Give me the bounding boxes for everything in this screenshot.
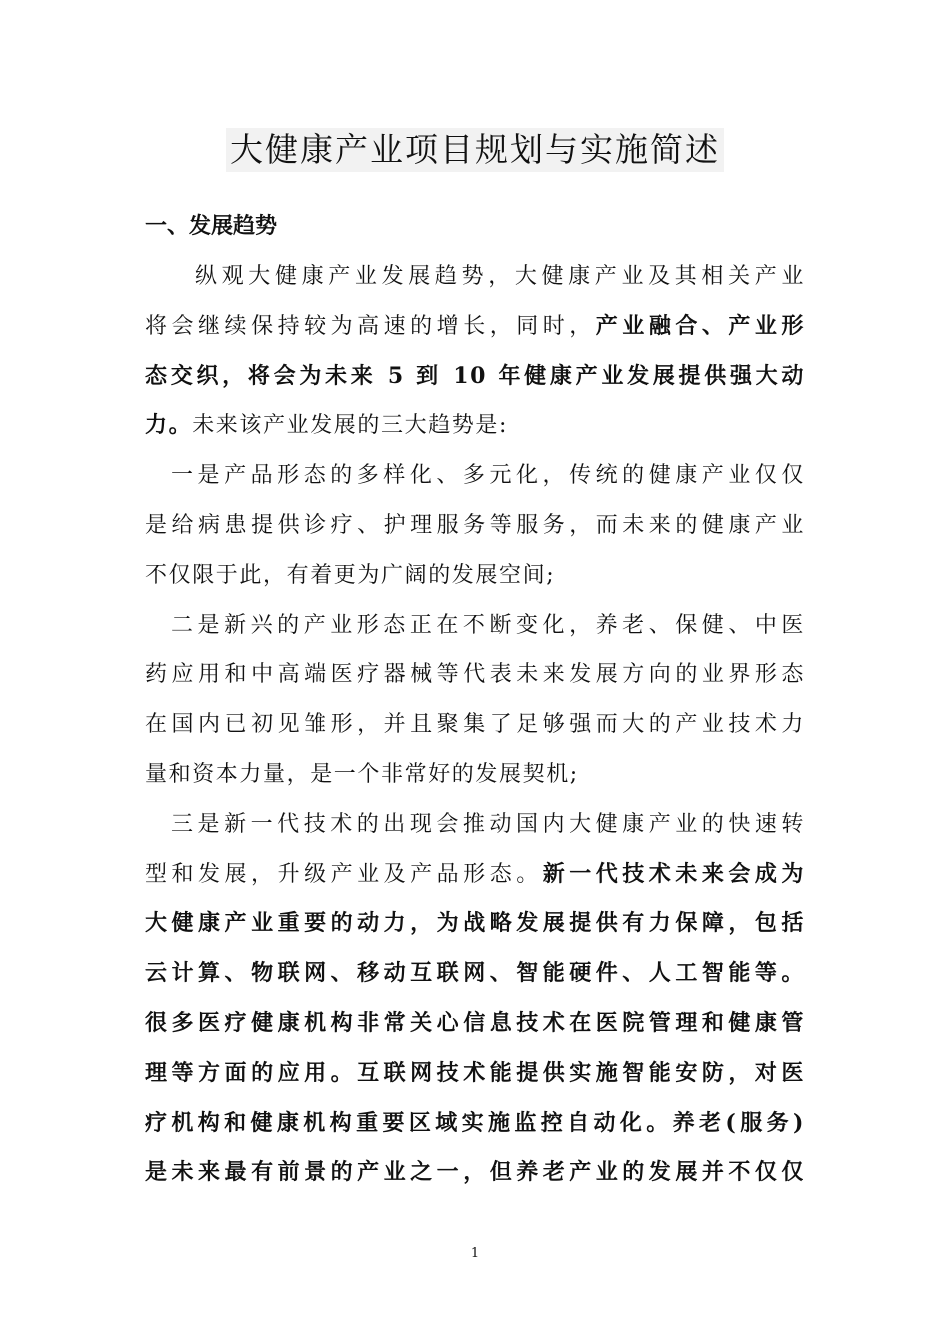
bold-text: 产业融合、产业形 bbox=[595, 312, 805, 339]
paragraph-2-line-1 bbox=[145, 451, 805, 501]
paragraph-4-line-4 bbox=[145, 949, 805, 999]
paragraph-1-line-4 bbox=[145, 401, 805, 451]
paragraph-1-line-3 bbox=[145, 352, 805, 402]
text-run: 二是新兴的产业形态正在不断变化，养老、保健、中医 bbox=[171, 612, 805, 638]
paragraph-4-line-6 bbox=[145, 1049, 805, 1099]
paragraph-3-line-2 bbox=[145, 650, 805, 700]
paragraph-4-line-2 bbox=[145, 850, 805, 900]
section-heading: 一、发展趋势 bbox=[145, 213, 278, 239]
bold-text: 新一代技术未来会成为 bbox=[542, 860, 805, 887]
text-run: 药应用和中高端医疗器械等代表未来发展方向的业界形态 bbox=[145, 662, 805, 688]
paragraph-4-line-7 bbox=[145, 1099, 805, 1149]
bold-text: 态交织，将会为未来 5 到 10 年健康产业发展提供强大动 bbox=[145, 362, 805, 389]
text-run: 型和发展，升级产业及产品形态。 bbox=[145, 861, 543, 887]
paragraph-1-line-1 bbox=[145, 252, 805, 302]
bold-text: 是未来最有前景的产业之一，但养老产业的发展并不仅仅 bbox=[145, 1159, 805, 1186]
text-run: 不仅限于此，有着更为广阔的发展空间; bbox=[145, 562, 556, 588]
bold-text: 力。 bbox=[145, 412, 193, 439]
text-run: 一是产品形态的多样化、多元化，传统的健康产业仅仅 bbox=[171, 463, 805, 489]
paragraph-1-line-2 bbox=[145, 302, 805, 352]
text-run: 在国内已初见雏形，并且聚集了足够强而大的产业技术力 bbox=[145, 712, 805, 738]
bold-text: 云计算、物联网、移动互联网、智能硬件、人工智能等。 bbox=[145, 960, 805, 987]
paragraph-4-line-8 bbox=[145, 1148, 805, 1198]
paragraph-3-line-3 bbox=[145, 700, 805, 750]
bold-text: 很多医疗健康机构非常关心信息技术在医院管理和健康管 bbox=[145, 1009, 805, 1036]
paragraph-3-line-4 bbox=[145, 750, 805, 800]
text-run: 纵观大健康产业发展趋势，大健康产业及其相关产业 bbox=[195, 264, 805, 289]
document-title bbox=[0, 128, 950, 172]
bold-text: 疗机构和健康机构重要区域实施监控自动化。养老(服务) bbox=[145, 1109, 805, 1136]
paragraph-2-line-2 bbox=[145, 501, 805, 551]
paragraph-4-line-5 bbox=[145, 999, 805, 1049]
text-run: 将会继续保持较为高速的增长，同时， bbox=[145, 313, 596, 339]
text-run: 三是新一代技术的出现会推动国内大健康产业的快速转 bbox=[171, 811, 805, 837]
page-number: 1 bbox=[470, 1246, 480, 1261]
paragraph-4-line-3 bbox=[145, 899, 805, 949]
paragraph-2-line-3 bbox=[145, 551, 805, 601]
text-run: 未来该产业发展的三大趋势是: bbox=[192, 413, 509, 439]
paragraph-4-line-1 bbox=[145, 800, 805, 850]
title-text: 大健康产业项目规划与实施简述 bbox=[226, 128, 724, 172]
body-text bbox=[145, 252, 805, 1198]
text-run: 是给病患提供诊疗、护理服务等服务，而未来的健康产业 bbox=[145, 512, 805, 538]
bold-text: 理等方面的应用。互联网技术能提供实施智能安防，对医 bbox=[145, 1059, 805, 1086]
text-run: 量和资本力量，是一个非常好的发展契机; bbox=[145, 761, 579, 787]
bold-text: 大健康产业重要的动力，为战略发展提供有力保障，包括 bbox=[145, 910, 805, 937]
paragraph-3-line-1 bbox=[145, 601, 805, 651]
